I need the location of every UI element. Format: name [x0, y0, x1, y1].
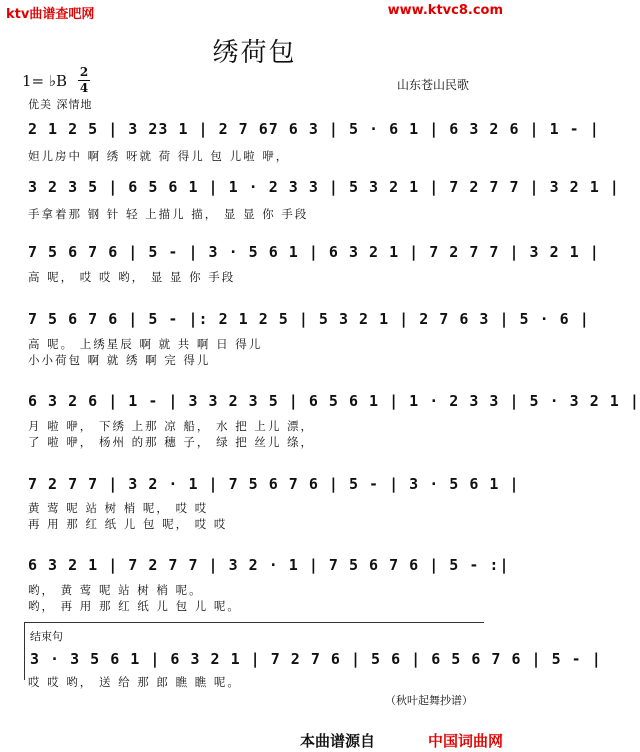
lyric-row-4b: 小小荷包 啊 就 绣 啊 完 得儿 [28, 353, 211, 367]
lyric-row-8: 哎 哎 哟， 送 给 那 郎 瞧 瞧 呢。 [28, 675, 241, 689]
watermark-bottom-left: 本曲谱源自 [300, 732, 376, 750]
notation-row-6: 7 2 7 7 | 3 2 · 1 | 7 5 6 7 6 | 5 - | 3 · 5 6 1 | [28, 475, 520, 493]
lyric-row-7a: 哟， 黄 莺 呢 站 树 梢 呢。 [28, 583, 203, 597]
song-title: 绣荷包 [212, 38, 297, 68]
lyric-row-4a: 高 呢。 上绣星辰 啊 就 共 啊 日 得儿 [28, 337, 263, 351]
lyric-row-2: 手拿着那 钢 针 轻 上描儿 描， 显 显 你 手段 [28, 207, 309, 221]
watermark-top-left: ktv曲谱查吧网 [6, 7, 95, 22]
notation-row-2: 3 2 3 5 | 6 5 6 1 | 1 · 2 3 3 | 5 3 2 1 | 7 2 7 7 | 3 2 1 | [28, 178, 620, 196]
ending-bracket-top [24, 622, 484, 623]
notation-row-3: 7 5 6 7 6 | 5 - | 3 · 5 6 1 | 6 3 2 1 | 7 2 7 7 | 3 2 1 | [28, 243, 600, 261]
meter-top: 2 [79, 65, 89, 79]
time-signature [78, 66, 90, 95]
watermark-top-right: www.ktvc8.com [387, 3, 503, 18]
lyric-row-3: 高 呢， 哎 哎 哟， 显 显 你 手段 [28, 270, 236, 284]
ending-label: 结束句 [30, 630, 63, 643]
ending-bracket-side [24, 622, 25, 680]
notation-row-4: 7 5 6 7 6 | 5 - |: 2 1 2 5 | 5 3 2 1 | 2 7 6 3 | 5 · 6 | [28, 310, 590, 328]
lyric-row-7b: 哟， 再 用 那 红 纸 儿 包 儿 呢。 [28, 599, 241, 613]
expression-marking: 优美 深情地 [28, 98, 93, 111]
lyric-row-5b: 了 啦 咿， 杨州 的那 穗 子， 绿 把 丝儿 绦， [28, 435, 315, 449]
meter-bottom: 4 [79, 81, 89, 95]
watermark-bottom-right: 中国词曲网 [427, 732, 503, 750]
lyric-row-6a: 黄 莺 呢 站 树 梢 呢， 哎 哎 [28, 501, 209, 515]
notation-row-8: 3 · 3 5 6 1 | 6 3 2 1 | 7 2 7 6 | 5 6 | 6 5 6 7 6 | 5 - | [30, 650, 602, 668]
transcriber-credit: （秋叶起舞抄谱） [385, 694, 473, 707]
notation-row-5: 6 3 2 6 | 1 - | 3 3 2 3 5 | 6 5 6 1 | 1 · 2 3 3 | 5 · 3 2 1 | [28, 392, 640, 410]
notation-row-7: 6 3 2 1 | 7 2 7 7 | 3 2 · 1 | 7 5 6 7 6 | 5 - :| [28, 556, 510, 574]
song-origin: 山东苍山民歌 [396, 78, 469, 92]
lyric-row-1: 妲儿房中 啊 绣 呀就 荷 得儿 包 儿啦 咿， [28, 149, 290, 163]
key-signature: 1= ♭B [22, 72, 67, 90]
lyric-row-6b: 再 用 那 红 纸 儿 包 呢， 哎 哎 [28, 517, 228, 531]
lyric-row-5a: 月 啦 咿， 下绣 上那 凉 船， 水 把 上儿 漂， [28, 419, 315, 433]
notation-row-1: 2 1 2 5 | 3 23 1 | 2 7 67 6 3 | 5 · 6 1 | 6 3 2 6 | 1 - | [28, 120, 600, 138]
